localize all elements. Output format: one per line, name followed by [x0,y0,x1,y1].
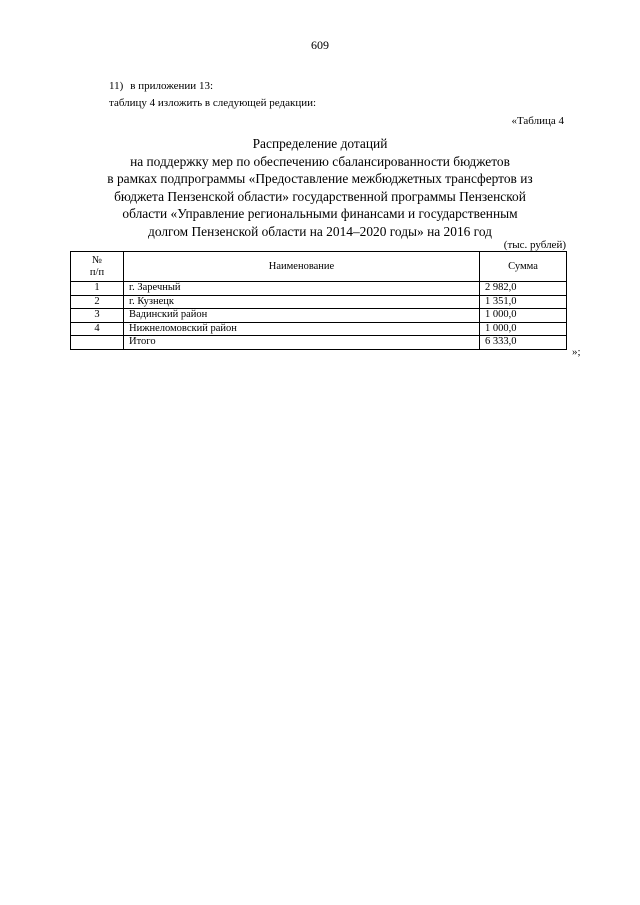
total-name: Итого [124,336,480,350]
header-sum: Сумма [480,252,567,282]
row-number: 1 [71,282,124,296]
title-line: долгом Пензенской области на 2014–2020 годы» на 2016 год [148,223,492,239]
row-number: 4 [71,322,124,336]
header-number-line1: № [91,254,103,266]
subsidy-table [70,251,567,350]
header-name: Наименование [124,252,480,282]
page-number: 609 [311,38,329,52]
row-number: 2 [71,295,124,309]
row-name: г. Кузнецк [124,295,480,309]
closing-quote: »; [572,346,581,358]
units-note: (тыс. рублей) [503,239,566,251]
row-number: 3 [71,309,124,323]
header-number-line2: п/п [89,266,105,278]
total-number [71,336,124,350]
row-sum: 1 000,0 [480,309,567,323]
list-item-heading [109,80,213,92]
title-line: Распределение дотаций [252,136,388,151]
table-title [64,135,576,241]
title-line: области «Управление региональными финансами и государственным [122,206,518,222]
row-sum: 1 000,0 [480,322,567,336]
total-sum: 6 333,0 [480,336,567,350]
list-item-number: 11) [109,80,124,92]
instruction-text: таблицу 4 изложить в следующей редакции: [109,97,317,109]
row-sum: 2 982,0 [480,282,567,296]
title-line: в рамках подпрограммы «Предоставление межбюджетных трансфертов из [107,171,533,187]
table-row [71,282,567,296]
table-header-row [71,252,567,282]
row-name: Вадинский район [124,309,480,323]
title-line: бюджета Пензенской области» государственной программы Пензенской [114,188,526,204]
title-line: на поддержку мер по обеспечению сбалансированности бюджетов [130,153,510,169]
list-item-text: в приложении 13: [130,80,214,92]
table-label: «Таблица 4 [511,115,564,127]
row-name: г. Заречный [124,282,480,296]
header-number [71,252,124,282]
row-sum: 1 351,0 [480,295,567,309]
table-total-row [71,336,567,350]
table-row [71,309,567,323]
table-row [71,295,567,309]
table-row [71,322,567,336]
row-name: Нижнеломовский район [124,322,480,336]
